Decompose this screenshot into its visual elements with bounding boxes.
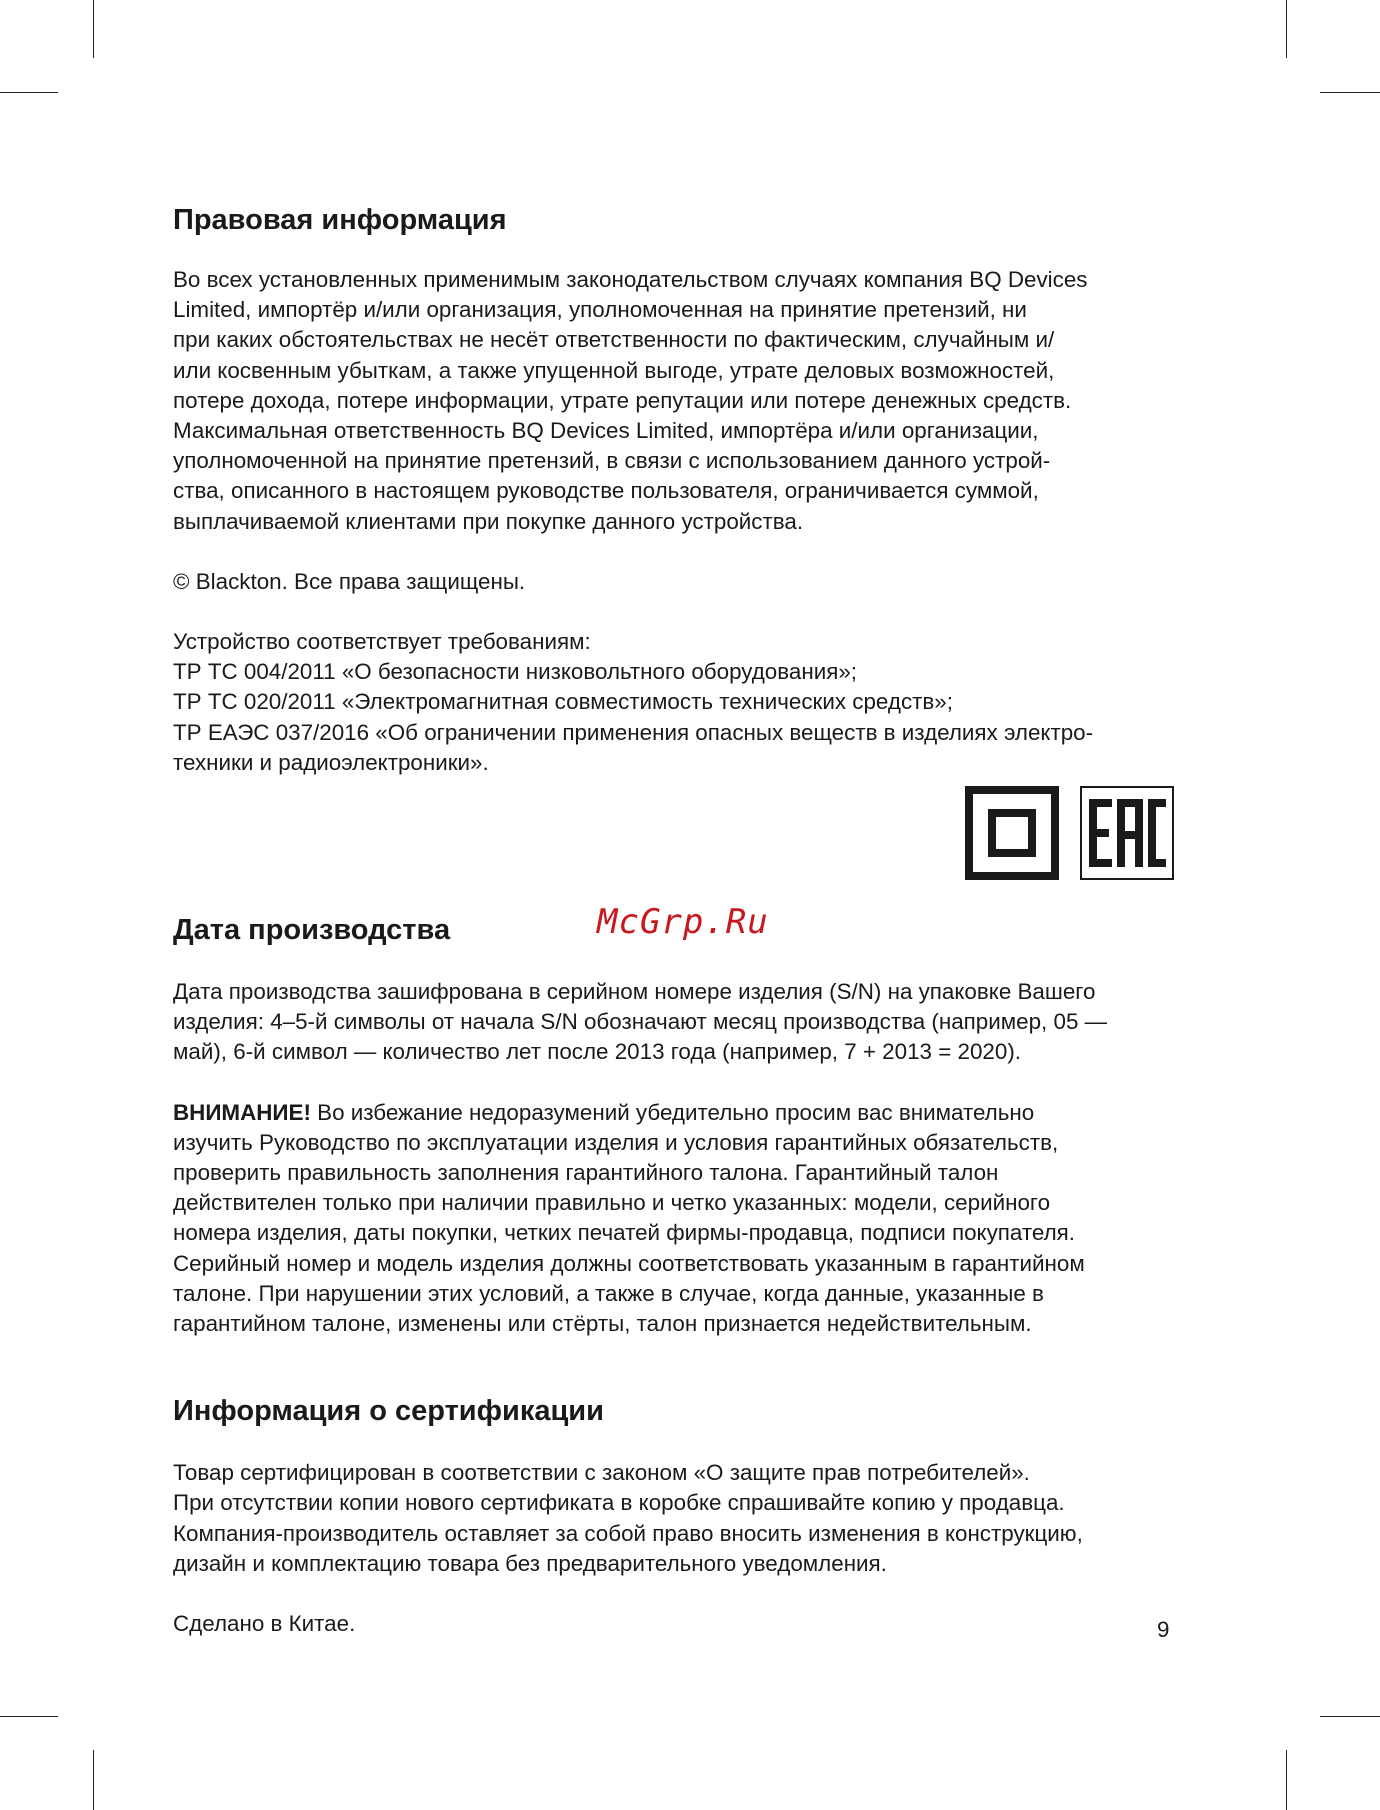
text-line: Устройство соответствует требованиям:	[173, 629, 591, 655]
crop-mark-bottom-left-h	[0, 1716, 58, 1717]
legal-section	[173, 200, 1183, 880]
certification-marks	[173, 786, 1183, 880]
legal-title: Правовая информация	[173, 204, 507, 236]
copyright-notice: © Blackton. Все права защищены.	[173, 568, 526, 594]
text-line: изделия: 4–5-й символы от начала S/N обозначают месяц производства (например, 05 —	[173, 1009, 1108, 1035]
text-line: дизайн и комплектацию товара без предварительного уведомления.	[173, 1550, 887, 1576]
production-date-title: Дата производства	[173, 914, 451, 947]
crop-mark-top-left-h	[0, 92, 58, 93]
text-line: Максимальная ответственность BQ Devices Limited, импортёра и/или организации,	[173, 418, 1039, 444]
text-line: ТР ТС 004/2011 «О безопасности низковольтного оборудования»;	[173, 659, 858, 685]
text-line: Компания-производитель оставляет за собой право вносить изменения в конструкцию,	[173, 1520, 1083, 1546]
production-date-section	[173, 902, 1183, 1339]
text-line: потере дохода, потере информации, утрате репутации или потере денежных средств.	[173, 387, 1072, 413]
certification-title: Информация о сертификации	[173, 1395, 604, 1428]
crop-mark-top-left	[93, 0, 94, 58]
text-line: проверить правильность заполнения гарантийного талона. Гарантийный талон	[173, 1160, 999, 1186]
crop-mark-bottom-left	[93, 1750, 94, 1810]
crop-mark-top-right	[1286, 0, 1287, 58]
text-line: выплачиваемой клиентами при покупке данного устройства.	[173, 508, 804, 534]
text-line: или косвенным убыткам, а также упущенной выгоде, утрате деловых возможностей,	[173, 357, 1055, 383]
made-in-notice: Сделано в Китае.	[173, 1611, 356, 1637]
text-line: ТР ЕАЭС 037/2016 «Об ограничении применения опасных веществ в изделиях электро-	[173, 719, 1094, 745]
text-line: Серийный номер и модель изделия должны соответствовать указанным в гарантийном	[173, 1250, 1085, 1276]
crop-mark-bottom-right	[1286, 1750, 1287, 1810]
page-number: 9	[1157, 1617, 1170, 1642]
text-line: При отсутствии копии нового сертификата в коробке спрашивайте копию у продавца.	[173, 1490, 1065, 1516]
text-line: гарантийном талоне, изменены или стёрты, талон признается недействительным.	[173, 1311, 1032, 1337]
text-line: май), 6-й символ — количество лет после 2013 года (например, 7 + 2013 = 2020).	[173, 1039, 1022, 1065]
text-line: Дата производства зашифрована в серийном номере изделия (S/N) на упаковке Вашего	[173, 979, 1096, 1005]
text-line: уполномоченной на принятие претензий, в связи с использованием данного устрой-	[173, 448, 1051, 474]
text-line: изучить Руководство по эксплуатации изделия и условия гарантийных обязательств,	[173, 1129, 1059, 1155]
text-line: номера изделия, даты покупки, четких печатей фирмы-продавца, подписи покупателя.	[173, 1220, 1075, 1246]
text-line: техники и радиоэлектроники».	[173, 749, 489, 775]
text-line	[173, 1098, 1183, 1128]
certification-info	[173, 1458, 1183, 1579]
text-line: ства, описанного в настоящем руководстве пользователя, ограничивается суммой,	[173, 478, 1039, 504]
legal-disclaimer	[173, 265, 1183, 537]
eac-mark-icon	[1080, 786, 1174, 880]
text-line: Товар сертифицирован в соответствии с законом «О защите прав потребителей».	[173, 1460, 1030, 1486]
double-insulation-icon	[965, 786, 1059, 880]
production-date-info	[173, 977, 1183, 1068]
text-line: Limited, импортёр и/или организация, уполномоченная на принятие претензий, ни	[173, 297, 1027, 323]
warning-label: ВНИМАНИЕ!	[173, 1099, 311, 1125]
warning-first-line: Во избежание недоразумений убедительно просим вас внимательно	[310, 1099, 1035, 1125]
site-watermark: McGrp.Ru	[597, 902, 769, 943]
crop-mark-bottom-right-h	[1320, 1716, 1380, 1717]
warranty-warning	[173, 1098, 1183, 1340]
text-line: талоне. При нарушении этих условий, а также в случае, когда данные, указанные в	[173, 1280, 1044, 1306]
text-line: при каких обстоятельствах не несёт ответственности по фактическим, случайным и/	[173, 327, 1055, 353]
page-content	[173, 200, 1183, 1639]
text-line: Во всех установленных применимым законодательством случаях компания BQ Devices	[173, 267, 1088, 292]
compliance-list	[173, 627, 1183, 778]
certification-section	[173, 1391, 1183, 1639]
text-line: действителен только при наличии правильно и четко указанных: модели, серийного	[173, 1190, 1051, 1216]
crop-mark-top-right-h	[1320, 92, 1380, 93]
text-line: ТР ТС 020/2011 «Электромагнитная совместимость технических средств»;	[173, 689, 953, 715]
